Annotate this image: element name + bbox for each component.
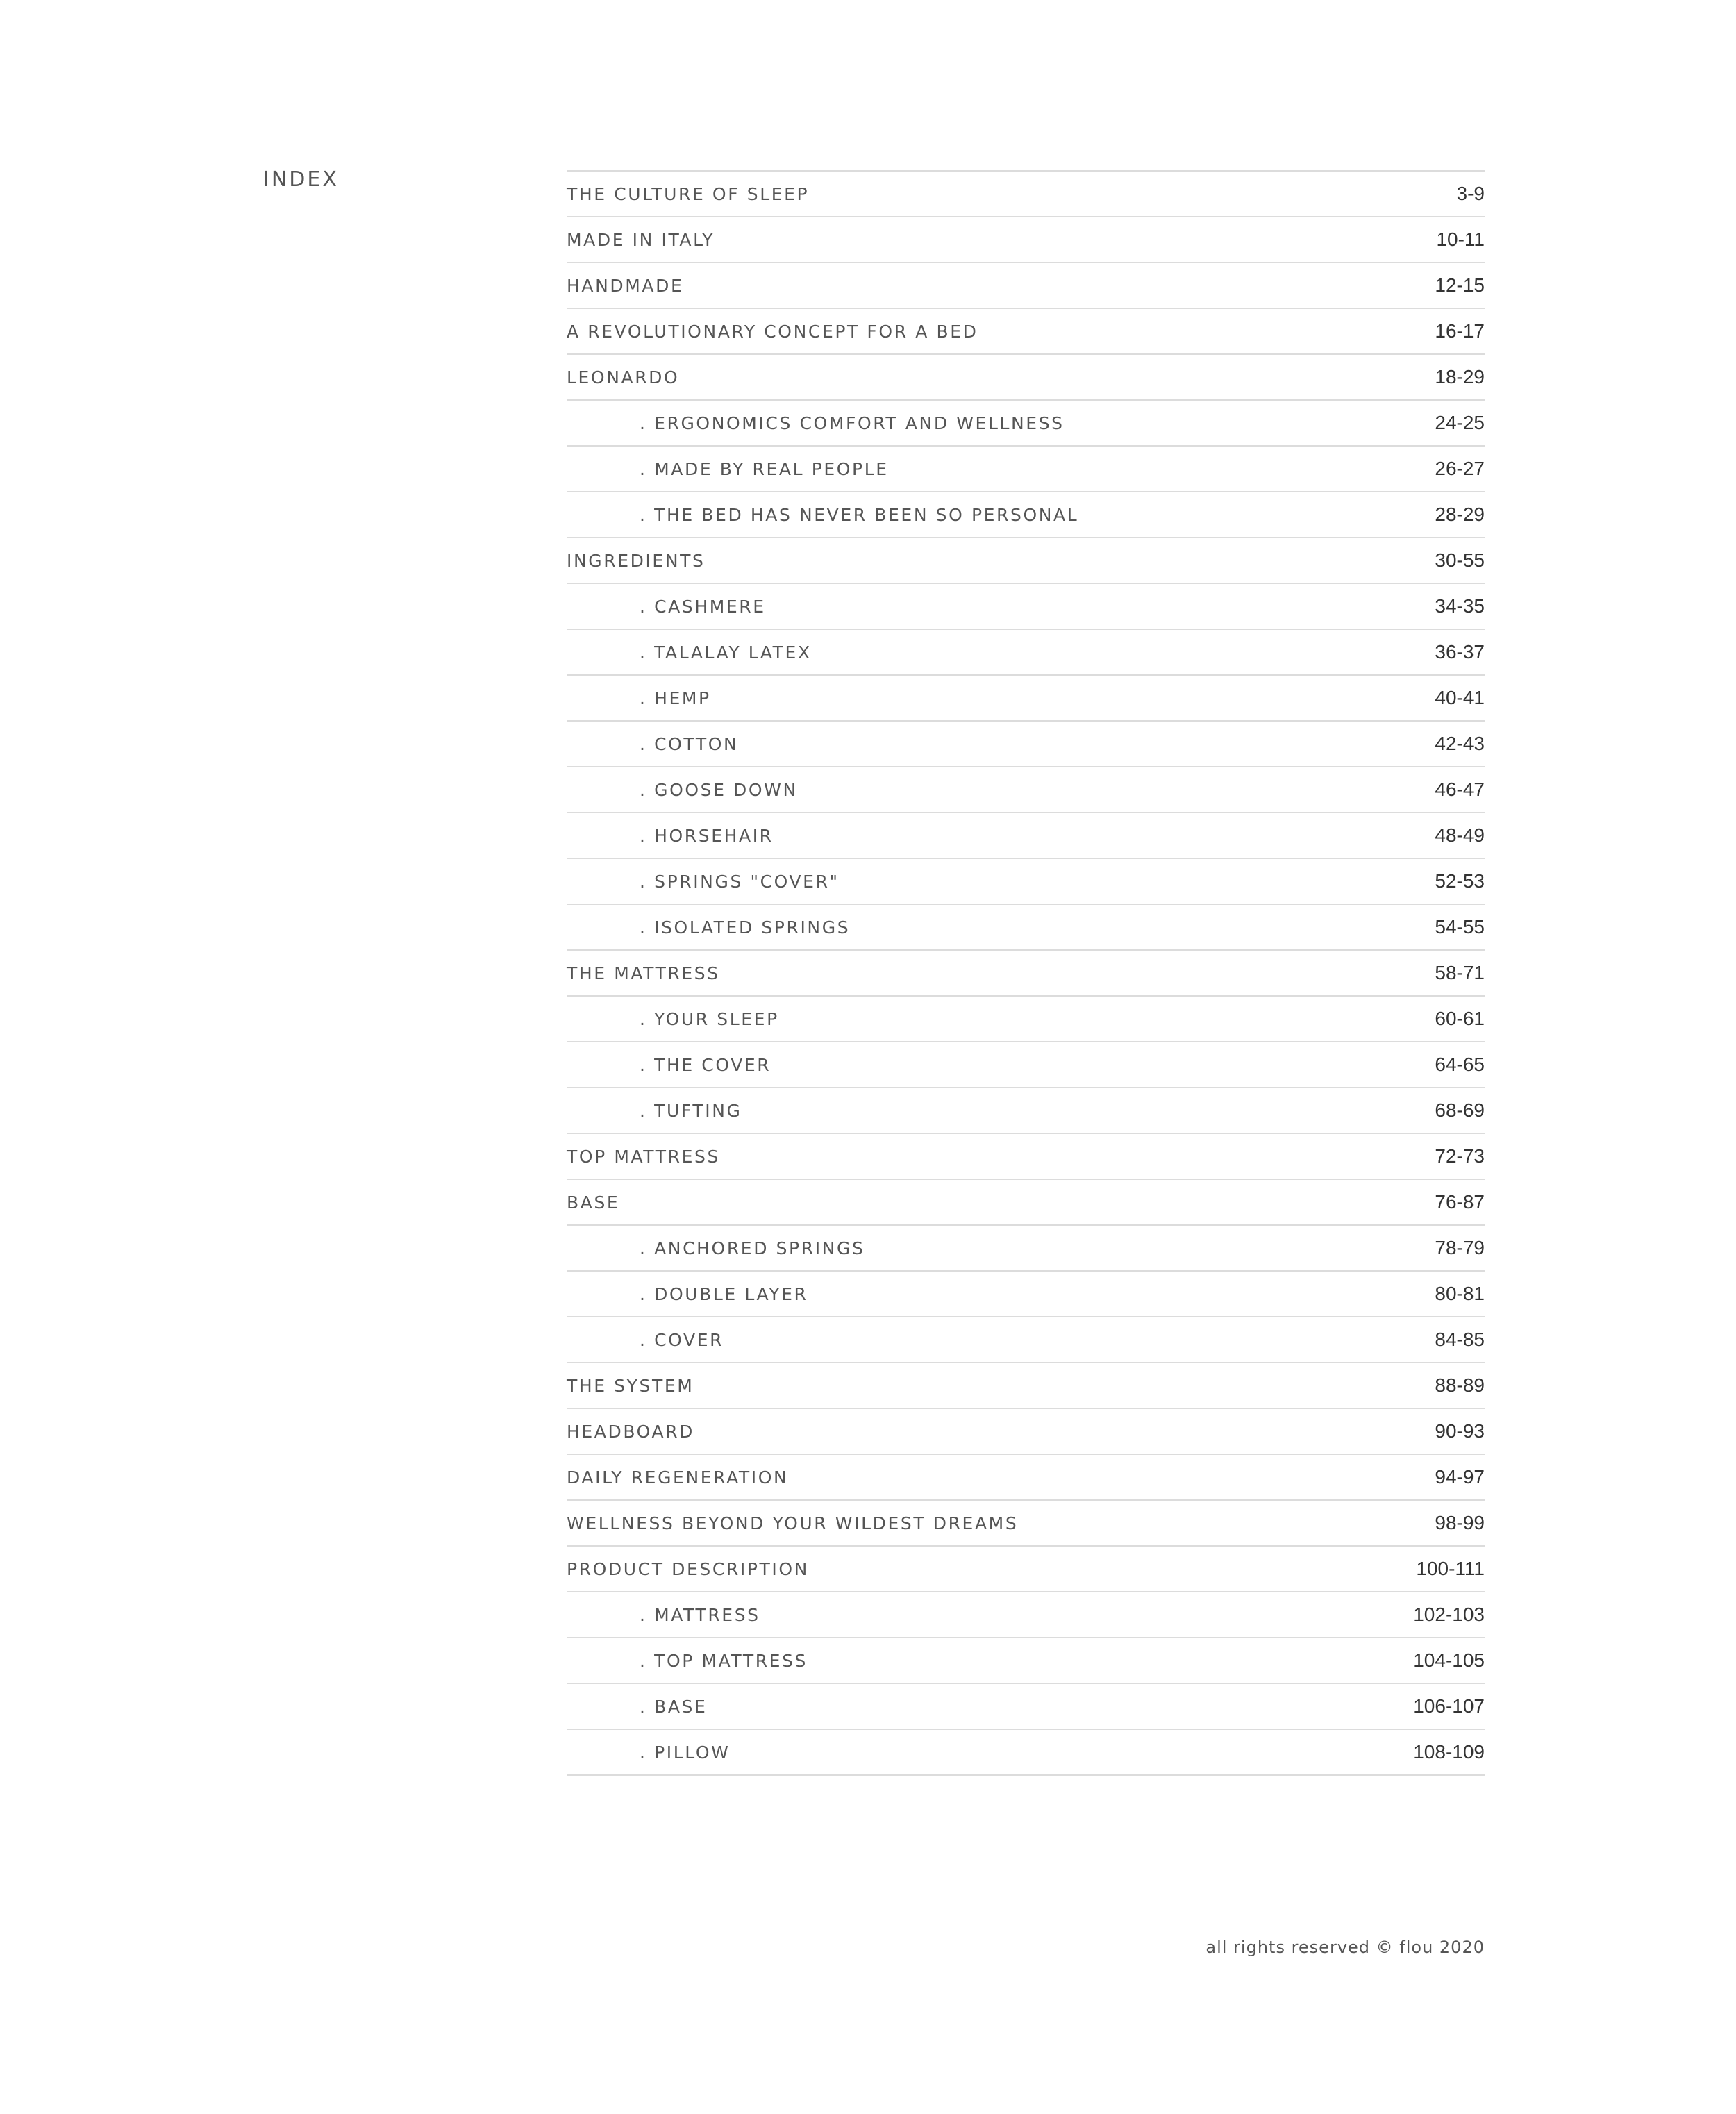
toc-entry-title: HEADBOARD: [567, 1421, 695, 1442]
toc-subentry[interactable]: [567, 492, 1485, 538]
toc-entry-pages: 78-79: [1435, 1237, 1485, 1258]
toc-subentry[interactable]: [567, 1226, 1485, 1272]
toc-entry-title: . CASHMERE: [640, 596, 766, 617]
toc-subentry[interactable]: [567, 401, 1485, 447]
toc-entry[interactable]: [567, 1501, 1485, 1547]
toc-subentry[interactable]: [567, 722, 1485, 767]
toc-entry-title: THE MATTRESS: [567, 963, 720, 983]
toc-entry-pages: 26-27: [1435, 458, 1485, 479]
toc-entry-pages: 36-37: [1435, 641, 1485, 663]
toc-entry-title: . SPRINGS "COVER": [640, 871, 840, 892]
toc-entry-title: MADE IN ITALY: [567, 229, 715, 250]
toc-entry-pages: 68-69: [1435, 1099, 1485, 1121]
toc-entry-pages: 88-89: [1435, 1374, 1485, 1396]
toc-entry-pages: 90-93: [1435, 1420, 1485, 1442]
toc-subentry[interactable]: [567, 584, 1485, 630]
toc-entry-pages: 52-53: [1435, 870, 1485, 892]
toc-entry-pages: 3-9: [1456, 183, 1485, 204]
toc-subentry[interactable]: [567, 630, 1485, 676]
toc-entry-pages: 54-55: [1435, 916, 1485, 938]
toc-entry[interactable]: [567, 1409, 1485, 1455]
toc-entry-title: . COTTON: [640, 733, 739, 754]
toc-entry-pages: 94-97: [1435, 1466, 1485, 1488]
toc-entry-title: THE SYSTEM: [567, 1375, 694, 1396]
toc-entry-title: . TOP MATTRESS: [640, 1650, 808, 1671]
toc-entry-title: . DOUBLE LAYER: [640, 1283, 808, 1304]
toc-entry-pages: 106-107: [1413, 1695, 1485, 1717]
copyright-footer: all rights reserved © flou 2020: [1205, 1938, 1485, 1957]
toc-entry-title: . MADE BY REAL PEOPLE: [640, 458, 889, 479]
toc-entry-pages: 42-43: [1435, 733, 1485, 754]
toc-subentry[interactable]: [567, 1638, 1485, 1684]
toc-entry[interactable]: [567, 1363, 1485, 1409]
toc-entry-title: . ISOLATED SPRINGS: [640, 917, 851, 938]
toc-subentry[interactable]: [567, 447, 1485, 492]
toc-entry[interactable]: [567, 1134, 1485, 1180]
toc-entry-pages: 12-15: [1435, 274, 1485, 296]
toc-entry-pages: 28-29: [1435, 503, 1485, 525]
toc-entry[interactable]: [567, 538, 1485, 584]
toc-entry-title: DAILY REGENERATION: [567, 1467, 789, 1488]
toc-entry[interactable]: [567, 1547, 1485, 1592]
toc-entry-title: . PILLOW: [640, 1742, 731, 1763]
toc-subentry[interactable]: [567, 676, 1485, 722]
toc-subentry[interactable]: [567, 1317, 1485, 1363]
toc-subentry[interactable]: [567, 859, 1485, 905]
toc-entry[interactable]: [567, 309, 1485, 355]
toc-entry-pages: 98-99: [1435, 1512, 1485, 1533]
toc-entry-title: . ANCHORED SPRINGS: [640, 1238, 865, 1258]
toc-entry-title: . HEMP: [640, 688, 711, 708]
toc-entry-title: PRODUCT DESCRIPTION: [567, 1558, 809, 1579]
toc-entry-pages: 10-11: [1436, 228, 1485, 250]
toc-entry-title: . THE COVER: [640, 1054, 771, 1075]
toc-entry-title: . TALALAY LATEX: [640, 642, 812, 663]
toc-entry-pages: 104-105: [1413, 1649, 1485, 1671]
toc-entry-pages: 76-87: [1435, 1191, 1485, 1213]
toc-entry-pages: 34-35: [1435, 595, 1485, 617]
toc-entry-title: . MATTRESS: [640, 1604, 760, 1625]
toc-entry[interactable]: [567, 263, 1485, 309]
toc-entry[interactable]: [567, 1455, 1485, 1501]
toc-entry-title: TOP MATTRESS: [567, 1146, 720, 1167]
toc-entry[interactable]: [567, 1180, 1485, 1226]
index-heading: INDEX: [263, 167, 339, 192]
toc-entry-title: LEONARDO: [567, 367, 680, 388]
toc-entry-pages: 18-29: [1435, 366, 1485, 388]
toc-entry-pages: 48-49: [1435, 824, 1485, 846]
toc-entry-title: . HORSEHAIR: [640, 825, 774, 846]
toc-entry[interactable]: [567, 217, 1485, 263]
toc-entry-pages: 46-47: [1435, 779, 1485, 800]
toc-entry-title: . GOOSE DOWN: [640, 779, 798, 800]
toc-entry-title: WELLNESS BEYOND YOUR WILDEST DREAMS: [567, 1513, 1019, 1533]
toc-entry-pages: 58-71: [1435, 962, 1485, 983]
toc-entry-title: BASE: [567, 1192, 620, 1213]
toc-subentry[interactable]: [567, 905, 1485, 951]
toc-entry-pages: 100-111: [1416, 1558, 1485, 1579]
toc-entry-title: . YOUR SLEEP: [640, 1008, 779, 1029]
toc-subentry[interactable]: [567, 767, 1485, 813]
toc-subentry[interactable]: [567, 813, 1485, 859]
toc-entry-pages: 30-55: [1435, 549, 1485, 571]
toc-subentry[interactable]: [567, 1272, 1485, 1317]
toc-entry-pages: 80-81: [1435, 1283, 1485, 1304]
toc-entry-title: A REVOLUTIONARY CONCEPT FOR A BED: [567, 321, 978, 342]
toc-entry-pages: 84-85: [1435, 1329, 1485, 1350]
toc-entry-pages: 60-61: [1435, 1008, 1485, 1029]
toc-entry-title: THE CULTURE OF SLEEP: [567, 183, 810, 204]
toc-entry[interactable]: [567, 951, 1485, 997]
toc-entry-pages: 108-109: [1413, 1741, 1485, 1763]
toc-entry-pages: 24-25: [1435, 412, 1485, 433]
toc-entry-pages: 64-65: [1435, 1054, 1485, 1075]
toc-entry-pages: 72-73: [1435, 1145, 1485, 1167]
toc-subentry[interactable]: [567, 997, 1485, 1042]
toc-entry-title: . COVER: [640, 1329, 724, 1350]
toc-subentry[interactable]: [567, 1730, 1485, 1776]
toc-entry-title: . TUFTING: [640, 1100, 742, 1121]
table-of-contents: [567, 170, 1485, 1776]
toc-subentry[interactable]: [567, 1592, 1485, 1638]
toc-entry[interactable]: [567, 355, 1485, 401]
toc-entry-title: INGREDIENTS: [567, 550, 706, 571]
toc-entry-title: . BASE: [640, 1696, 708, 1717]
toc-entry-pages: 40-41: [1435, 687, 1485, 708]
toc-subentry[interactable]: [567, 1088, 1485, 1134]
toc-subentry[interactable]: [567, 1684, 1485, 1730]
toc-entry-title: . ERGONOMICS COMFORT AND WELLNESS: [640, 413, 1065, 433]
toc-entry-title: HANDMADE: [567, 275, 684, 296]
toc-entry[interactable]: [567, 172, 1485, 217]
toc-entry-pages: 16-17: [1435, 320, 1485, 342]
toc-entry-pages: 102-103: [1413, 1604, 1485, 1625]
toc-entry-title: . THE BED HAS NEVER BEEN SO PERSONAL: [640, 504, 1079, 525]
toc-subentry[interactable]: [567, 1042, 1485, 1088]
